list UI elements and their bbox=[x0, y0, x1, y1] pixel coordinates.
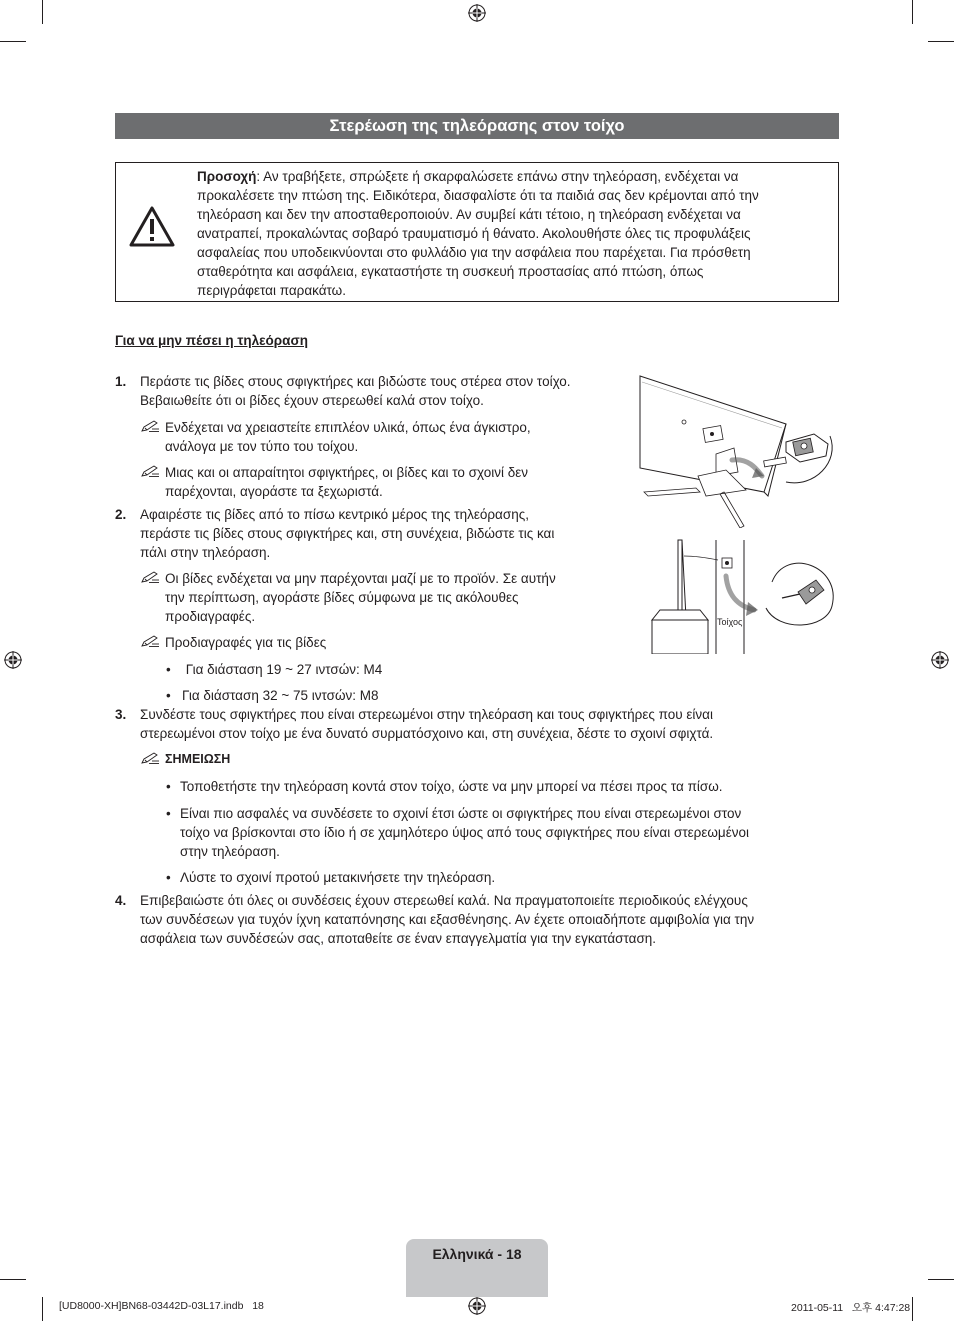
note-text: Μιας και οι απαραίτητοι σφιγκτήρες, οι βίδες και το σχοινί δεν παρέχονται, αγοράστε τα ξεχωριστά. bbox=[165, 465, 528, 499]
bullet-item: • Για διάσταση 32 ~ 75 ιντσών: M8 bbox=[166, 688, 379, 703]
note-text: Ενδέχεται να χρειαστείτε επιπλέον υλικά, όπως ένα άγκιστρο, ανάλογα με τον τύπο του τοίχου. bbox=[165, 420, 531, 454]
note-pencil-icon bbox=[140, 464, 160, 478]
print-slug-right: 2011-05-11 오후 4:47:28 bbox=[791, 1302, 911, 1314]
crop-mark bbox=[42, 1297, 43, 1321]
tv-bracket-illustration bbox=[636, 372, 838, 528]
step-text: Συνδέστε τους σφιγκτήρες που είναι στερεωμένοι στην τηλεόραση και τους σφιγκτήρες που είναι στερεωμένοι στον τοίχο με ένα δυνατό συρματόσχοινο και, στη συνέχεια, δέστε το σχοινί σφιχτά. bbox=[140, 707, 714, 741]
crop-mark bbox=[912, 1297, 913, 1321]
step-number: 3. bbox=[115, 707, 127, 722]
registration-mark-icon bbox=[4, 651, 22, 669]
crop-mark bbox=[42, 0, 43, 24]
step-text: Περάστε τις βίδες στους σφιγκτήρες και βιδώστε τους στέρεα στον τοίχο. Βεβαιωθείτε ότι οι βίδες έχουν στερεωθεί καλά στον τοίχο. bbox=[140, 374, 571, 408]
note-label: ΣΗΜΕΙΩΣΗ bbox=[165, 752, 231, 766]
step-number: 2. bbox=[115, 507, 127, 522]
registration-mark-icon bbox=[468, 1297, 486, 1315]
note-text: Προδιαγραφές για τις βίδες bbox=[165, 635, 327, 650]
step-text: Αφαιρέστε τις βίδες από το πίσω κεντρικό μέρος της τηλεόρασης, περάστε τις βίδες στους σφιγκτήρες και, στη συνέχεια, βιδώστε τις και πάλι στην τηλεόραση. bbox=[140, 507, 555, 560]
subheading: Για να μην πέσει η τηλεόραση bbox=[115, 333, 308, 348]
note-pencil-icon bbox=[140, 570, 160, 584]
wall-label: Τοίχος bbox=[717, 617, 743, 627]
caution-text: Προσοχή: Αν τραβήξετε, σπρώξετε ή σκαρφαλώσετε επάνω στην τηλεόραση, ενδέχεται να προκαλέσετε την πτώση της. Ειδικότερα, διασφαλίστε ότι τα παιδιά σας δεν κρέμονται από την τηλεόραση και δεν την αποσταθεροποιούν. Αν συμβεί κάτι τέτοιο, η τηλεόραση ενδέχεται να ανατραπεί, προκαλώντας σοβαρό τραυματισμό ή θάνατο. Ακολουθήστε όλες τις προφυλάξεις ασφαλείας που υποδεικνύονται στο φυλλάδιο για την ασφάλεια που παρέχεται. Για πρόσθετη σταθερότητα και ασφάλεια, εγκαταστήστε τη συσκευή προστασίας από πτώση, όπως περιγράφεται παρακάτω. bbox=[197, 169, 759, 298]
note-pencil-icon bbox=[140, 751, 160, 765]
crop-mark bbox=[0, 1279, 26, 1280]
note-pencil-icon bbox=[140, 634, 160, 648]
step-text: Επιβεβαιώστε ότι όλες οι συνδέσεις έχουν στερεωθεί καλά. Να πραγματοποιείτε περιοδικούς ελέγχους των συνδέσεων για τυχόν ίχνη καταπόνησης και εξασθένησης. Αν έχετε οποιαδήποτε αμφιβολία για την ασφάλεια των συνδέσεών σας, αποταθείτε σε έναν επαγγελματία για την εγκατάσταση. bbox=[140, 893, 755, 946]
warning-triangle-icon bbox=[128, 205, 176, 249]
registration-mark-icon bbox=[931, 651, 949, 669]
crop-mark bbox=[912, 0, 913, 24]
registration-mark-icon bbox=[468, 4, 486, 22]
step-number: 1. bbox=[115, 374, 127, 389]
print-slug-left: [UD8000-XH]BN68-03442D-03L17.indb 18 bbox=[59, 1300, 264, 1312]
crop-mark bbox=[928, 41, 954, 42]
tv-wall-illustration bbox=[646, 536, 838, 654]
caution-box bbox=[115, 162, 839, 302]
page-label: Ελληνικά - 18 bbox=[432, 1246, 522, 1262]
page-number-tab bbox=[406, 1239, 548, 1297]
caution-label: Προσοχή bbox=[197, 169, 257, 184]
note-text: Οι βίδες ενδέχεται να μην παρέχονται μαζί με το προϊόν. Σε αυτήν την περίπτωση, αγοράστε βίδες σύμφωνα με τις ακόλουθες προδιαγραφές. bbox=[165, 571, 556, 624]
step-number: 4. bbox=[115, 893, 127, 908]
note-pencil-icon bbox=[140, 419, 160, 433]
section-title: Στερέωση της τηλεόρασης στον τοίχο bbox=[115, 113, 839, 139]
crop-mark bbox=[0, 41, 26, 42]
crop-mark bbox=[928, 1279, 954, 1280]
bullet-item: • Για διάσταση 19 ~ 27 ιντσών: M4 bbox=[166, 662, 383, 677]
